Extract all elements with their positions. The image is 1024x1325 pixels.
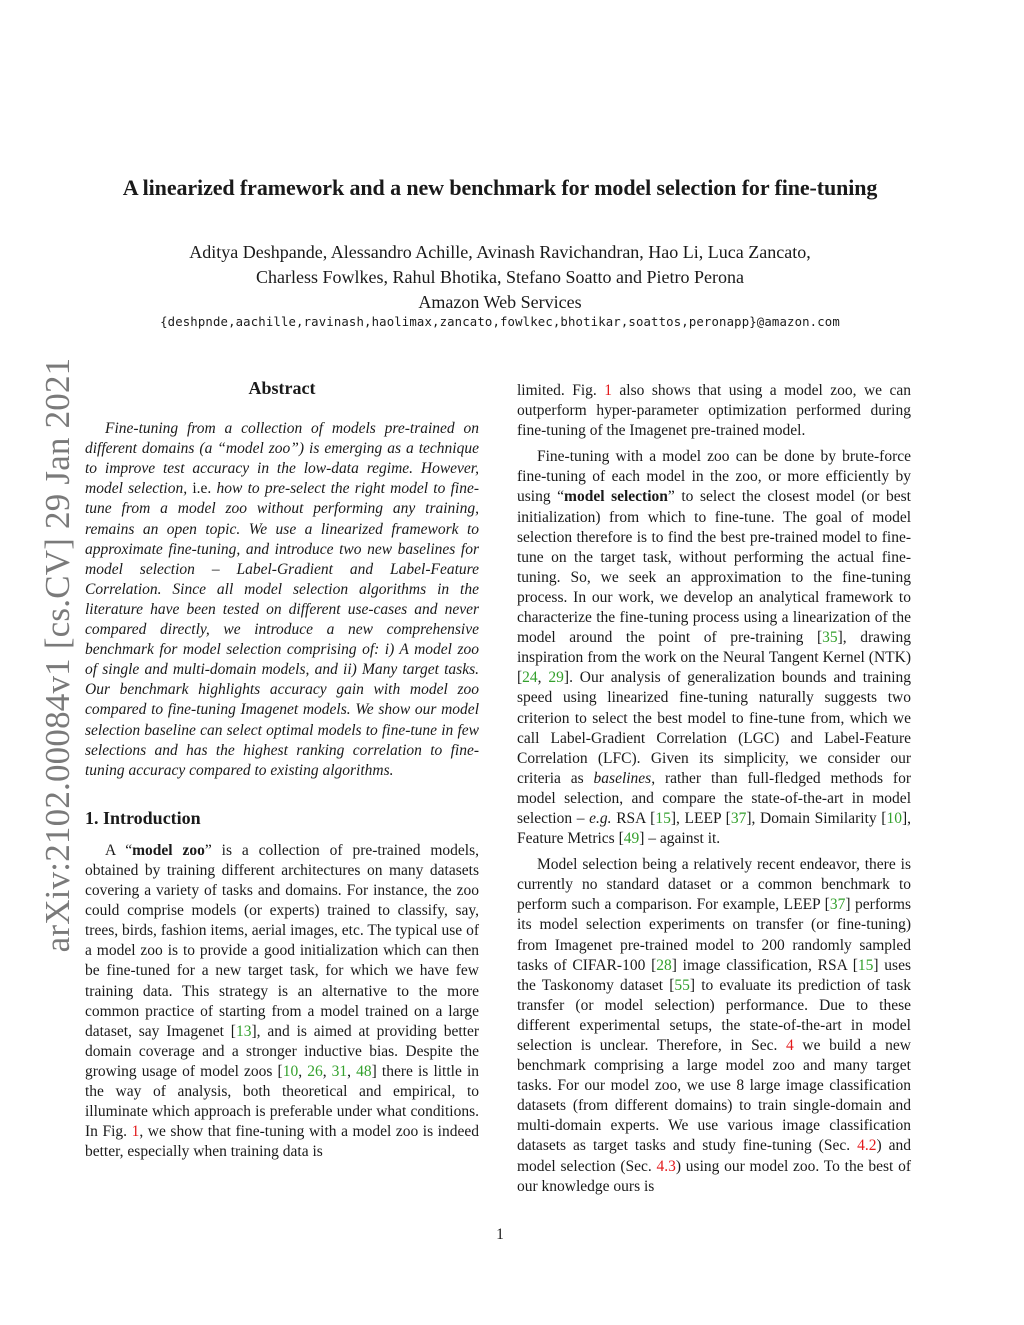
text-run: ] performs its model selection experiments on transfer (or fine-tuning) from Imagenet pre-trained model to 200 randomly sampled tasks of CIFAR-100 [	[517, 896, 911, 974]
text-run: ,	[347, 1062, 357, 1080]
citation-link[interactable]: 37	[730, 809, 747, 827]
text-run: Fine-tuning with a model zoo can be done by brute-force fine-tuning of each model in the zoo, or more efficiently by using “	[517, 448, 911, 506]
right-paragraph-0	[517, 381, 911, 441]
author-emails: {deshpnde,aachille,ravinash,haolimax,zancato,fowlkec,bhotikar,soattos,peronapp}@amazon.com	[160, 315, 840, 329]
left-column	[85, 378, 479, 1162]
text-run: ] to evaluate its prediction of task transfer (or model selection) performance. Due to these different experimental setups, the state-of-the-art in model selection is unclear. Therefore, in Sec.	[517, 976, 911, 1054]
term-model-selection: model selection	[564, 488, 668, 506]
citation-link[interactable]: 13	[235, 1022, 252, 1040]
text-run: ] – against it.	[639, 830, 721, 848]
text-run: ” to select the closest model (or best initialization) from which to fine-tune. The goal of model selection therefore is to find the best pre-trained model to fine-tune on the target task, without performing the actual fine-tuning. So, we seek an approximation to the fine-tuning process. In our work, we develop an analytical framework to characterize the fine-tuning process using a linearization of the model around the point of pre-training [	[517, 488, 911, 647]
text-run: ,	[322, 1062, 332, 1080]
text-run: ] uses the Taskonomy dataset [	[517, 956, 911, 994]
section-link[interactable]: 4.3	[656, 1157, 676, 1175]
text-run: ], LEEP [	[670, 809, 731, 827]
text-run: , we show that fine-tuning with a model zoo is indeed better, especially when training data is	[85, 1123, 479, 1161]
text-run: , rather than full-fledged methods for model selection, and compare the state-of-the-art in model selection –	[517, 769, 911, 827]
citation-link[interactable]: 35	[822, 629, 838, 647]
citation-link[interactable]: 55	[674, 976, 690, 994]
text-run: ] image classification, RSA [	[671, 956, 858, 974]
citation-link[interactable]: 49	[623, 830, 640, 848]
section-link[interactable]: 4.2	[857, 1137, 877, 1155]
citation-link[interactable]: 15	[857, 956, 874, 974]
abstract-part-1: Fine-tuning from a collection of models pre-trained on different domains (a “model zoo”) is emerging as a technique to improve test accuracy in the low-data regime. However, model selection,	[85, 420, 479, 498]
text-run: RSA [	[611, 809, 656, 827]
term-baselines: baselines	[593, 769, 652, 787]
affiliation: Amazon Web Services	[418, 292, 582, 312]
section-link[interactable]: 4	[785, 1037, 794, 1054]
citation-link[interactable]: 48	[356, 1062, 372, 1080]
text-run: ] there is little in the way of analysis, both theoretical and empirical, to illuminate which approach is preferable under what conditions. In Fig.	[85, 1062, 480, 1141]
intro-paragraph-1	[85, 841, 479, 1163]
text-run: Model selection being a relatively recent endeavor, there is currently no standard dataset or a common benchmark to perform such a comparison. For example, LEEP [	[517, 856, 911, 914]
paper-title: A linearized framework and a new benchmark for model selection for fine-tuning	[122, 175, 878, 200]
right-paragraph-2	[517, 855, 911, 1197]
citation-link[interactable]: 26	[307, 1062, 323, 1080]
authors-line-2: Charless Fowlkes, Rahul Bhotika, Stefano Soatto and Pietro Perona	[256, 267, 744, 287]
text-run: ], Feature Metrics [	[517, 809, 912, 848]
abstract-ie: i.e.	[187, 480, 217, 498]
citation-link[interactable]: 31	[331, 1062, 348, 1080]
page-number: 1	[496, 1226, 504, 1243]
arxiv-identifier: arXiv:2102.00084v1 [cs.CV] 29 Jan 2021	[38, 357, 77, 953]
text-run: ) using our model zoo. To the best of our knowledge ours is	[517, 1157, 911, 1195]
citation-link[interactable]: 15	[655, 809, 671, 827]
text-run: ) and model selection (Sec.	[517, 1137, 911, 1175]
text-run: we build a new benchmark comprising a large model zoo and many target tasks. For our model zoo, we use 8 large image classification datasets (from different domains) to train single-domain and multi-domain experts. We use various image classification datasets as target tasks and study fine-tuning (Sec.	[517, 1037, 911, 1155]
authors-line-1: Aditya Deshpande, Alessandro Achille, Avinash Ravichandran, Hao Li, Luca Zancato,	[189, 242, 811, 262]
figure-link[interactable]: 1	[604, 382, 612, 399]
citation-link[interactable]: 10	[886, 809, 902, 827]
text-run: limited. Fig.	[517, 382, 605, 399]
right-paragraph-1	[517, 447, 911, 849]
text-run: ]. Our analysis of generalization bounds and training speed using linearized fine-tuning naturally suggests two criterion to select the best model to fine-tune from, which we call Label-Gradient Correlation (LGC) and Label-Feature Correlation (LFC). Given its simplicity, we consider our criteria as	[517, 669, 912, 787]
abstract-heading: Abstract	[248, 378, 316, 398]
text-run: A “	[105, 841, 133, 859]
section-heading-introduction: 1. Introduction	[85, 807, 201, 828]
abstract-text	[85, 419, 479, 781]
abstract-part-2: how to pre-select the right model to fine-tune from a model zoo without performing any training, remains an open topic. We use a linearized framework to approximate fine-tuning, and introduce two new baselines for model selection – Label-Gradient and Label-Feature Correlation. Since all model selection algorithms in the literature have been tested on different use-cases and never compared directly, we introduce a new comprehensive benchmark for model selection comprising of: i) A model zoo of single and multi-domain models, and ii) Many target tasks. Our benchmark highlights accuracy gain with model zoo compared to fine-tuning Imagenet models. We show our model selection baseline can select optimal models to fine-tune in few selections and has the highest ranking correlation to fine-tuning accuracy compared to existing algorithms.	[85, 480, 479, 779]
author-block	[0, 240, 1000, 315]
text-run: ], and is aimed at providing better domain coverage and a stronger inductive bias. Despite the growing usage of model zoos [	[85, 1022, 479, 1080]
citation-link[interactable]: 28	[656, 956, 672, 974]
text-run: ,	[298, 1062, 308, 1080]
text-run: ], drawing inspiration from the work on the Neural Tangent Kernel (NTK) [	[517, 629, 912, 687]
text-run: ], Domain Similarity [	[746, 809, 887, 827]
text-run: ,	[537, 669, 549, 687]
citation-link[interactable]: 37	[829, 896, 846, 914]
citation-link[interactable]: 24	[522, 669, 538, 687]
citation-link[interactable]: 10	[282, 1062, 299, 1080]
text-run: also shows that using a model zoo, we can outperform hyper-parameter optimization performed during fine-tuning of the Imagenet pre-trained model.	[517, 382, 912, 440]
figure-link[interactable]: 1	[131, 1123, 140, 1141]
term-model-zoo: model zoo	[132, 841, 205, 859]
text-run: e.g.	[589, 809, 612, 827]
text-run: ” is a collection of pre-trained models, obtained by training different architectures on many datasets covering a variety of tasks and domains. For instance, the zoo could comprise models (or experts) trained to classify, say, trees, birds, fashion items, aerial images, etc. The typical use of a model zoo is to provide a good initialization which can then be fine-tuned for a new target task, for which we have few training data. This strategy is an alternative to the more common practice of starting from a model trained on a large dataset, say Imagenet [	[85, 841, 480, 1040]
right-column	[517, 381, 911, 1197]
citation-link[interactable]: 29	[548, 669, 564, 687]
